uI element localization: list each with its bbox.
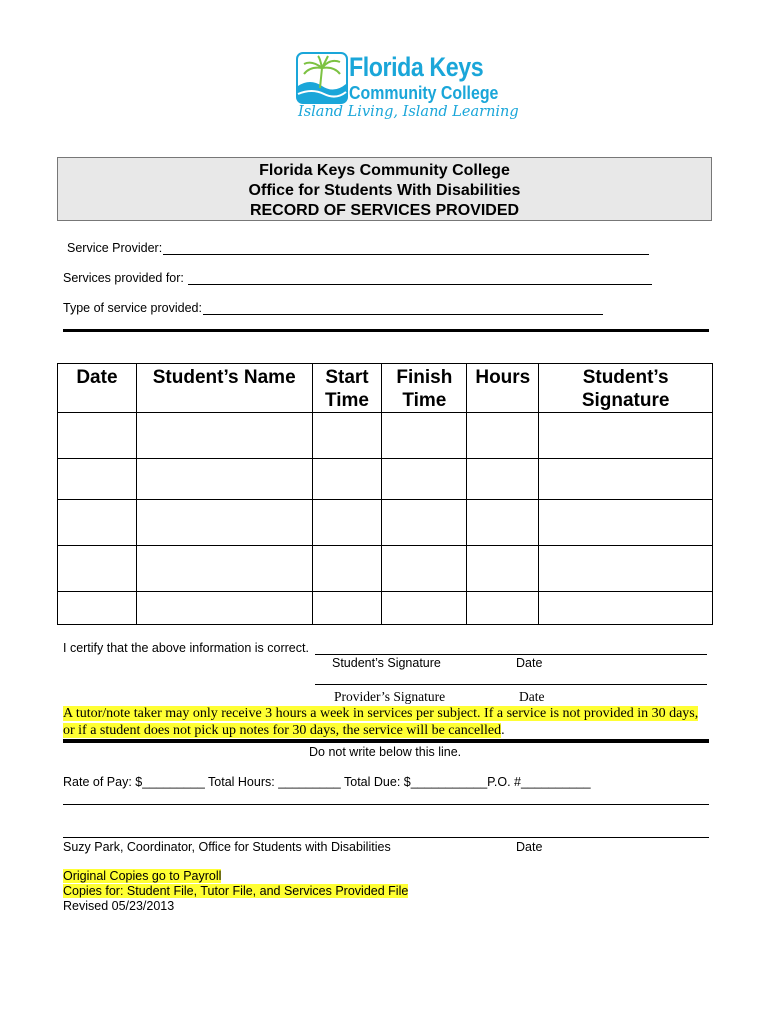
table-cell[interactable] — [312, 413, 382, 459]
notice-line2: or if a student does not pick up notes for 30 days, the service will be cancelled — [63, 723, 502, 738]
logo-tagline: Island Living, Island Learning — [298, 104, 519, 120]
rate-total-line: Rate of Pay: $_________ Total Hours: _________ Total Due: $___________P.O. #__________ — [63, 775, 591, 789]
do-not-write-label: Do not write below this line. — [309, 745, 462, 759]
table-cell[interactable] — [312, 546, 382, 592]
table-cell[interactable] — [136, 459, 312, 500]
logo-name-line1: Florida Keys — [349, 52, 484, 82]
table-cell[interactable] — [136, 546, 312, 592]
table-row[interactable] — [58, 459, 713, 500]
table-cell[interactable] — [539, 500, 713, 546]
table-cell[interactable] — [382, 546, 467, 592]
table-cell[interactable] — [136, 413, 312, 459]
table-cell[interactable] — [58, 500, 137, 546]
title-record: RECORD OF SERVICES PROVIDED — [249, 202, 520, 219]
table-row[interactable] — [58, 592, 713, 625]
table-cell[interactable] — [467, 546, 539, 592]
table-row[interactable] — [58, 500, 713, 546]
date-label-2: Date — [519, 689, 545, 704]
student-signature-label: Student’s Signature — [332, 656, 441, 670]
table-row[interactable] — [58, 546, 713, 592]
table-cell[interactable] — [312, 500, 382, 546]
service-provider-label: Service Provider: — [67, 241, 163, 255]
coordinator-date-label: Date — [516, 840, 543, 854]
table-cell[interactable] — [382, 592, 467, 625]
table-cell[interactable] — [382, 459, 467, 500]
col-header-signature: Student’s Signature — [539, 364, 713, 413]
col-header-finish-time: Finish Time — [382, 364, 467, 413]
divider-office-use — [63, 739, 709, 743]
provider-signature-field[interactable] — [315, 684, 707, 685]
table-cell[interactable] — [467, 413, 539, 459]
table-cell[interactable] — [382, 500, 467, 546]
copies-payroll: Original Copies go to Payroll — [63, 869, 222, 883]
revised-date: Revised 05/23/2013 — [63, 899, 175, 913]
table-cell[interactable] — [58, 459, 137, 500]
footer-notes — [63, 869, 408, 914]
col-header-date: Date — [58, 364, 137, 413]
table-cell[interactable] — [467, 592, 539, 625]
col-header-hours: Hours — [467, 364, 539, 413]
services-for-field[interactable] — [188, 284, 652, 285]
table-cell[interactable] — [467, 500, 539, 546]
table-row[interactable] — [58, 413, 713, 459]
logo-name-line2: Community College — [349, 82, 499, 103]
student-signature-field[interactable] — [315, 654, 707, 655]
coordinator-signature-field[interactable] — [63, 837, 709, 838]
divider-thick — [63, 329, 709, 332]
coordinator-name: Suzy Park, Coordinator, Office for Students with Disabilities — [63, 840, 391, 854]
table-cell[interactable] — [312, 459, 382, 500]
table-cell[interactable] — [382, 413, 467, 459]
notice-period: . — [501, 723, 505, 738]
notice-line1: A tutor/note taker may only receive 3 hours a week in services per subject. If a service is not provided in 30 days, — [63, 706, 699, 721]
title-office: Office for Students With Disabilities — [248, 182, 521, 199]
services-table — [57, 363, 713, 625]
col-header-start-time: Start Time — [312, 364, 382, 413]
table-cell[interactable] — [136, 500, 312, 546]
table-cell[interactable] — [312, 592, 382, 625]
table-cell[interactable] — [58, 413, 137, 459]
palm-tree-icon — [296, 52, 348, 104]
type-of-service-field[interactable] — [203, 314, 603, 315]
table-cell[interactable] — [539, 546, 713, 592]
table-cell[interactable] — [539, 459, 713, 500]
table-cell[interactable] — [539, 592, 713, 625]
title-college: Florida Keys Community College — [259, 162, 510, 179]
table-cell[interactable] — [58, 592, 137, 625]
date-label-1: Date — [516, 656, 543, 670]
table-cell[interactable] — [136, 592, 312, 625]
type-of-service-label: Type of service provided: — [63, 301, 202, 315]
table-cell[interactable] — [58, 546, 137, 592]
service-provider-field[interactable] — [163, 254, 649, 255]
service-notice — [63, 705, 698, 739]
divider-line — [63, 804, 709, 805]
table-cell[interactable] — [467, 459, 539, 500]
certify-statement: I certify that the above information is correct. — [63, 641, 309, 655]
services-for-label: Services provided for: — [63, 271, 184, 285]
table-header-row — [58, 364, 713, 413]
table-cell[interactable] — [539, 413, 713, 459]
col-header-student-name: Student’s Name — [136, 364, 312, 413]
provider-signature-label: Provider’s Signature — [334, 689, 446, 704]
copies-files: Copies for: Student File, Tutor File, and Services Provided File — [63, 884, 409, 898]
